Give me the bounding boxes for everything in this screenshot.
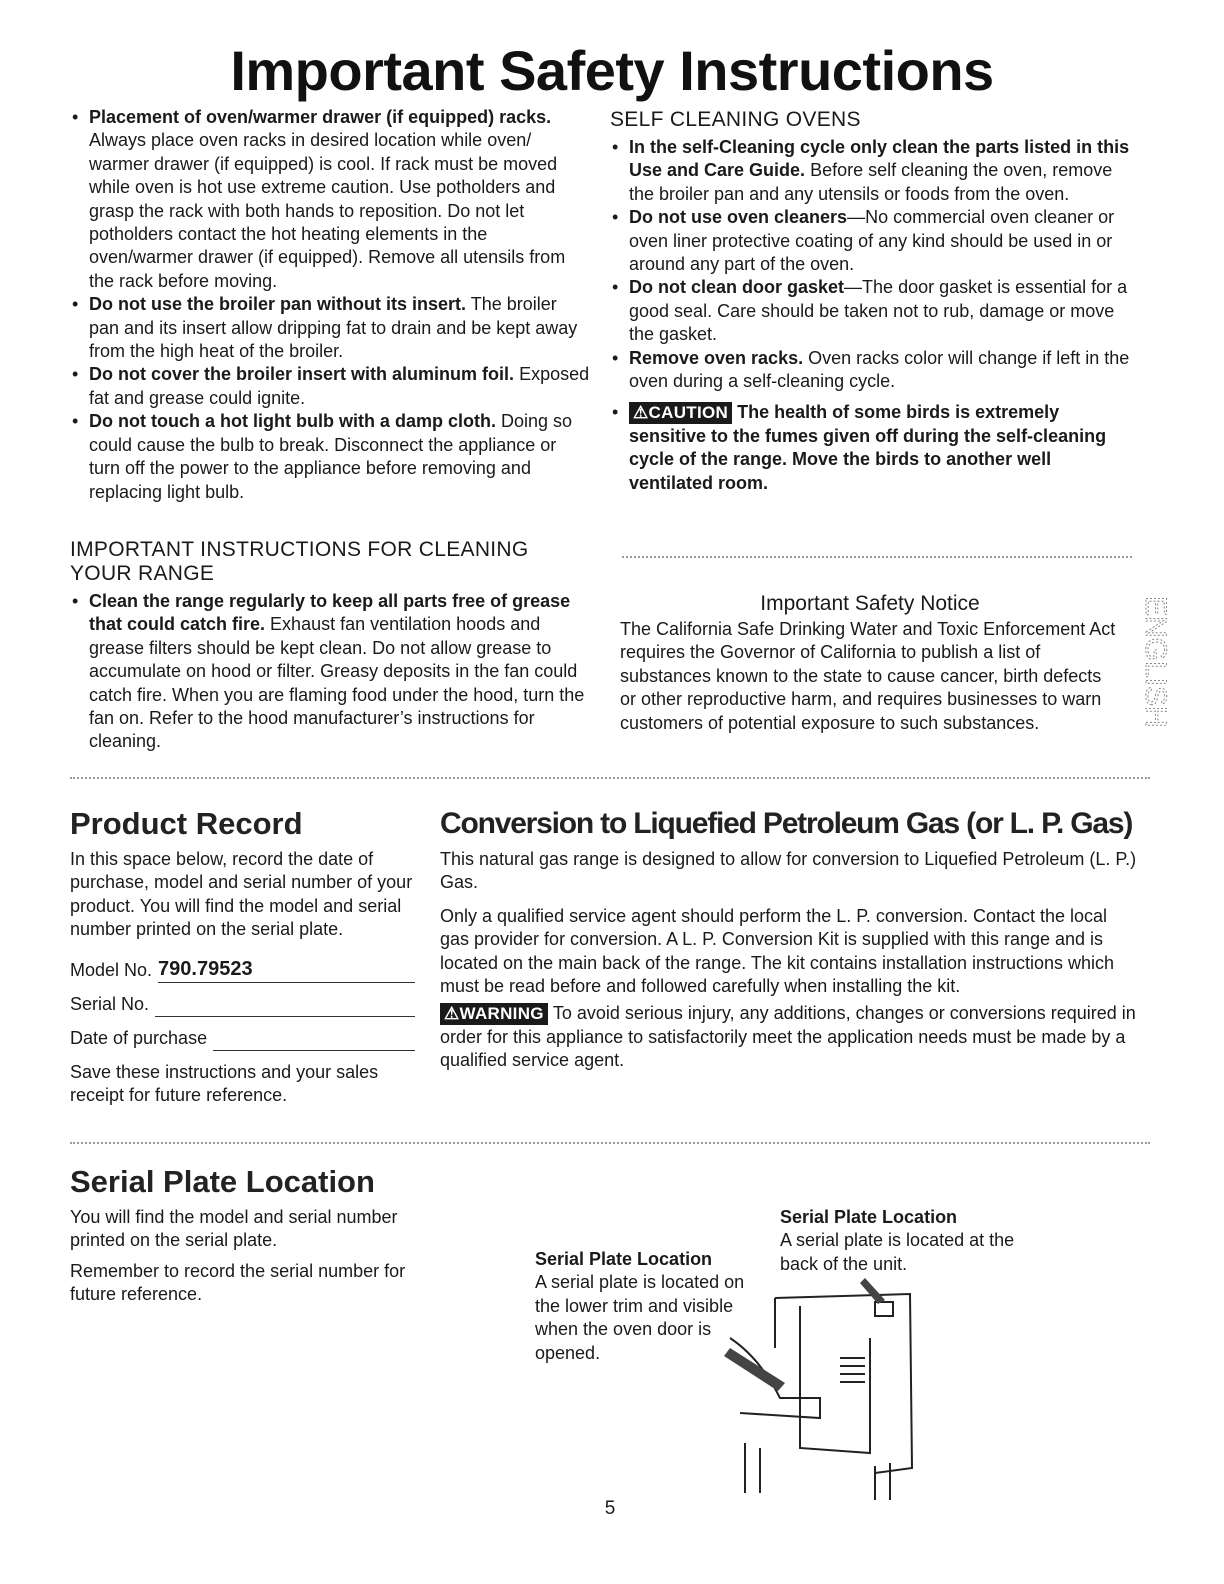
- callout-text: A serial plate is located on the lower trim and visible when the oven door is opened.: [535, 1272, 745, 1363]
- bullet-lead: Placement of oven/warmer drawer (if equipped) racks.: [89, 107, 552, 127]
- conversion-section: [440, 806, 1140, 1073]
- vent-slats: [840, 1358, 865, 1382]
- conversion-warning: [440, 1002, 1140, 1072]
- list-item: [610, 206, 1130, 276]
- bullet-lead: Do not clean door gasket: [629, 277, 845, 298]
- serial-number-field: [70, 983, 415, 1017]
- bullet-text: Exhaust fan ventilation hoods and grease filters should be kept clean. Do not allow grease to accumulate on hood or filter. Greasy deposits in the fan could catch fire. When you are flaming food under the hood, turn the fan on. Refer to the hood manufacturer’s instructions for cleaning.: [89, 614, 585, 752]
- date-label: Date of purchase: [70, 1028, 208, 1049]
- cleaning-list: [70, 590, 590, 754]
- cleaning-section: [70, 538, 590, 754]
- range-back-panel: [775, 1294, 912, 1473]
- model-label: Model No.: [70, 960, 153, 981]
- left-top-column: [70, 106, 590, 504]
- callout-text: A serial plate is located at the back of the unit.: [780, 1230, 1015, 1274]
- bullet-lead: In the self-Cleaning cycle only clean the parts listed in this Use and Care Guide.: [629, 137, 1130, 181]
- notice-heading: Important Safety Notice: [760, 592, 980, 615]
- serial-plate-text: You will find the model and serial number printed on the serial plate.: [70, 1207, 398, 1251]
- divider: [70, 777, 1150, 779]
- range-legs: [745, 1443, 890, 1500]
- callout-title: Serial Plate Location: [780, 1207, 958, 1227]
- divider: [70, 1142, 1150, 1144]
- product-record-section: [70, 806, 415, 1107]
- bullet-text: Doing so could cause the bulb to break. Disconnect the appliance or turn off the power to the appliance before removing and replacing light bulb.: [89, 411, 573, 502]
- english-side-tab: [1134, 590, 1184, 750]
- bullet-lead: Do not touch a hot light bulb with a damp cloth.: [89, 411, 496, 432]
- purchase-date-field: [70, 1017, 415, 1051]
- model-number-field: [70, 949, 415, 983]
- list-item: [70, 590, 590, 754]
- list-item: [70, 106, 590, 293]
- product-record-heading: Product Record: [70, 806, 303, 841]
- list-item: [610, 276, 1130, 346]
- date-blank-line: [213, 1026, 415, 1051]
- callout-back-of-unit: [780, 1206, 1020, 1276]
- cleaning-heading: IMPORTANT INSTRUCTIONS FOR CLEANING YOUR RANGE: [70, 538, 529, 585]
- self-cleaning-heading: SELF CLEANING OVENS: [610, 108, 861, 131]
- range-side-panel: [800, 1306, 870, 1453]
- bullet-text: Exposed fat and grease could ignite.: [89, 364, 590, 408]
- bullet-text: Always place oven racks in desired location while oven/ warmer drawer (if equipped) is cool. If rack must be moved while oven is hot use extreme caution. Use potholders and grasp the rack with both hands to reposition. Do not let potholders contact the hot heating elements in the oven/warmer drawer (if equipped). Remove all utensils from the rack before moving.: [89, 130, 566, 291]
- arrow-lower-trim: [724, 1348, 785, 1391]
- list-item: [610, 136, 1130, 206]
- bullet-text: The broiler pan and its insert allow dripping fat to drain and be kept away from the high heat of the broiler.: [89, 294, 578, 362]
- page-title: Important Safety Instructions: [230, 39, 994, 102]
- page-number: 5: [604, 1498, 616, 1519]
- list-item: [610, 401, 1130, 495]
- conversion-details: Only a qualified service agent should perform the L. P. conversion. Contact the local gas provider for conversion. A L. P. Conversion Kit is supplied with this range and is located on the main back of the range. The kit contains installation instructions which must be read before and followed carefully when installing the kit.: [440, 905, 1115, 997]
- serial-plate-reminder: Remember to record the serial number for future reference.: [70, 1260, 406, 1305]
- list-item: [70, 363, 590, 410]
- serial-plate-marker: [875, 1302, 893, 1316]
- list-item: [70, 410, 590, 504]
- bullet-lead: Clean the range regularly to keep all parts free of grease that could catch fire.: [89, 591, 571, 635]
- bullet-text: Before self cleaning the oven, remove the broiler pan and any utensils or foods from the oven.: [629, 160, 1113, 204]
- warning-badge: ⚠WARNING: [440, 1003, 548, 1025]
- serial-plate-section: [70, 1164, 450, 1314]
- warning-text: To avoid serious injury, any additions, changes or conversions required in order for this appliance to satisfactorily meet the application needs must be made by a qualified service agent.: [440, 1003, 1136, 1071]
- conversion-intro: This natural gas range is designed to allow for conversion to Liquefied Petroleum (L. P.) Gas.: [440, 849, 1137, 893]
- caution-badge: ⚠CAUTION: [629, 402, 732, 424]
- list-item: [610, 347, 1130, 394]
- oven-safety-list: [70, 106, 590, 504]
- divider: [622, 556, 1132, 558]
- save-text: Save these instructions and your sales receipt for future reference.: [70, 1061, 379, 1106]
- notice-text: The California Safe Drinking Water and Toxic Enforcement Act requires the Governor of California to publish a list of substances known to the state to cause cancer, birth defects or other reproductive harm, and requires businesses to warn customers of potential exposure to such substances.: [620, 619, 1116, 733]
- safety-notice: [620, 592, 1120, 735]
- callout-title: Serial Plate Location: [535, 1249, 713, 1269]
- serial-label: Serial No.: [70, 994, 150, 1015]
- model-value: 790.79523: [158, 958, 415, 983]
- conversion-heading: Conversion to Liquefied Petroleum Gas (or L. P. Gas): [440, 807, 1133, 840]
- bullet-text: Oven racks color will change if left in the oven during a self-cleaning cycle.: [629, 347, 1130, 392]
- serial-blank-line: [155, 992, 415, 1017]
- product-record-intro: In this space below, record the date of purchase, model and serial number of your product. You will find the model and serial number printed on the serial plate.: [70, 849, 413, 940]
- arrow-back: [860, 1278, 885, 1304]
- self-cleaning-list: [610, 136, 1130, 495]
- bullet-text: —The door gasket is essential for a good seal. Care should be taken not to rub, damage or move the gasket.: [629, 277, 1128, 345]
- bullet-lead: Do not use oven cleaners: [629, 207, 848, 228]
- serial-plate-heading: Serial Plate Location: [70, 1164, 375, 1199]
- list-item: [70, 293, 590, 363]
- bullet-text: —No commercial oven cleaner or oven liner protective coating of any kind should be used in or around any part of the oven.: [629, 207, 1115, 275]
- bullet-lead: Do not use the broiler pan without its insert.: [89, 294, 467, 315]
- self-cleaning-section: [610, 108, 1130, 495]
- bullet-lead: Do not cover the broiler insert with aluminum foil.: [89, 364, 515, 385]
- caution-text: The health of some birds is extremely sensitive to the fumes given off during the self-cleaning cycle of the range. Move the birds to another well ventilated room.: [629, 402, 1107, 493]
- side-tab-text: ENGLISH: [1139, 596, 1172, 728]
- bullet-lead: Remove oven racks.: [629, 347, 804, 368]
- range-illustration: [700, 1278, 940, 1500]
